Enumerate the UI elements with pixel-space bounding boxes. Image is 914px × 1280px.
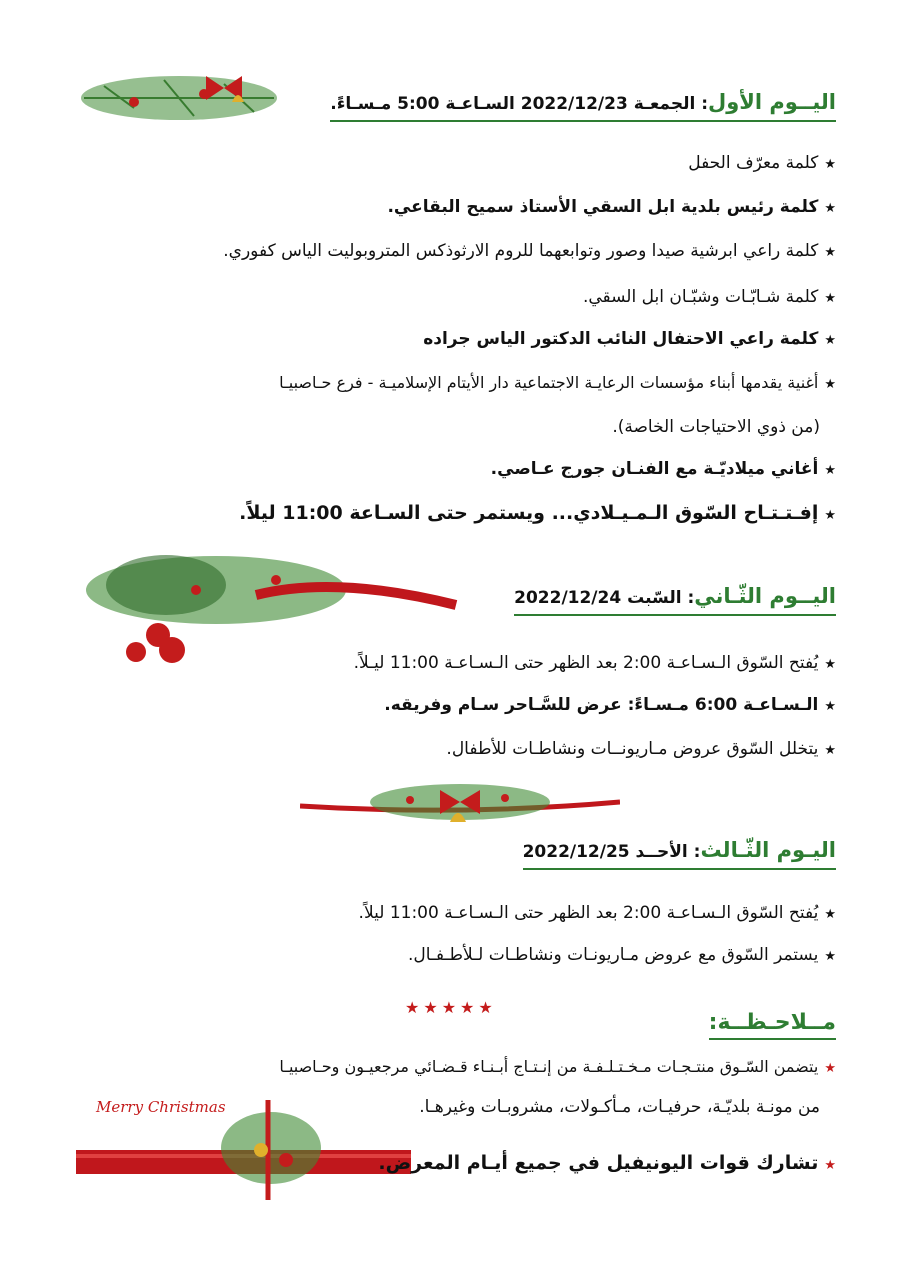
- day3-heading: [523, 836, 836, 870]
- merry-christmas-text: Merry Christmas: [96, 1098, 226, 1116]
- star-bullet-icon: ★: [824, 907, 836, 922]
- day1-item-2: ★كلمة رئيس بلدية ابل السقي الأستاذ سميح البقاعي.: [387, 197, 836, 217]
- star-bullet-icon: ★: [824, 699, 836, 714]
- star-bullet-icon: ★: [824, 508, 836, 523]
- note-item-1: ★يتضمن السّـوق منتـجـات مـخـتـلـفـة من إنـتـاج أبـنـاء قـضـائي مرجعيـون وحـاصبيـا: [279, 1057, 836, 1076]
- day1-item-8: ★إفـتـتـاح السّوق الـمـيـلادي... ويستمر حتى السـاعة 11:00 ليلاً.: [239, 502, 836, 524]
- day3-item-1: ★يُفتح السّوق الـسـاعـة 2:00 بعد الظهر حتى الـسـاعـة 11:00 ليلاً.: [358, 903, 836, 923]
- star-bullet-icon: ★: [824, 291, 836, 306]
- day1-item-7: ★أغاني ميلاديّـة مع الفنـان جورج عـاصي.: [490, 459, 836, 479]
- star-bullet-icon: ★: [824, 333, 836, 348]
- day1-item-6b: (من ذوي الاحتياجات الخاصة).: [612, 417, 820, 437]
- star-bullet-icon: ★: [824, 1158, 836, 1173]
- day2-item-1: ★يُفتح السّوق الـسـاعـة 2:00 بعد الظهر حتى الـسـاعـة 11:00 ليـلاً.: [353, 653, 836, 673]
- star-bullet-icon: ★: [824, 201, 836, 216]
- star-bullet-icon: ★: [824, 743, 836, 758]
- note-item-2: ★تشارك قوات اليونيفيل في جميع أيـام المعرض.: [378, 1152, 836, 1174]
- day3-info: : الأحــد 2022/12/25: [522, 842, 701, 862]
- day1-info: : الجمعـة 2022/12/23 السـاعـة 5:00 مـسـاءً.: [330, 94, 708, 114]
- day1-item-3: ★كلمة راعي ابرشية صيدا وصور وتوابعهما للروم الارثوذكس المتروبوليت الياس كفوري.: [223, 241, 836, 261]
- star-bullet-icon: ★: [824, 463, 836, 478]
- day2-info: : السّبت 2022/12/24: [514, 588, 695, 608]
- decorative-stars: ★★★★★: [405, 998, 497, 1017]
- star-bullet-icon: ★: [824, 157, 836, 172]
- day2-item-2: ★الـسـاعـة 6:00 مـسـاءً: عرض للسَّـاحر سـام وفريقه.: [384, 695, 836, 715]
- day1-item-5: ★كلمة راعي الاحتفال النائب الدكتور الياس جراده: [423, 329, 836, 349]
- day1-item-4: ★كلمة شـابّـات وشبّـان ابل السقي.: [582, 287, 836, 307]
- day2-item-3: ★يتخلل السّوق عروض مـاريونــات ونشاطـات للأطفال.: [446, 739, 836, 759]
- day3-item-2: ★يستمر السّوق مع عروض مـاريونـات ونشاطـات لـلأطـفـال.: [408, 945, 836, 965]
- day3-title: اليـوم الثّـالث: [700, 838, 836, 862]
- day1-item-6: ★أغنية يقدمها أبناء مؤسسات الرعايـة الاجتماعية دار الأيتام الإسلاميـة - فرع حـاصبيـا: [279, 373, 836, 392]
- star-bullet-icon: ★: [824, 377, 836, 392]
- christmas-garland-top-icon: [74, 58, 284, 136]
- day1-item-1: ★كلمة معرّف الحفل: [688, 153, 836, 173]
- day2-heading: [514, 582, 836, 616]
- day2-title: اليــوم الثّـاني: [694, 584, 836, 608]
- star-bullet-icon: ★: [824, 1061, 836, 1076]
- note-title: مــلاحـظــة:: [709, 1008, 836, 1040]
- star-bullet-icon: ★: [824, 657, 836, 672]
- day1-heading: [330, 88, 836, 122]
- star-bullet-icon: ★: [824, 245, 836, 260]
- day1-title: اليــوم الأول: [708, 90, 836, 114]
- note-item-1b: من مونـة بلديّـة، حرفيـات، مـأكـولات، مشروبـات وغيرهـا.: [419, 1097, 820, 1117]
- star-bullet-icon: ★: [824, 949, 836, 964]
